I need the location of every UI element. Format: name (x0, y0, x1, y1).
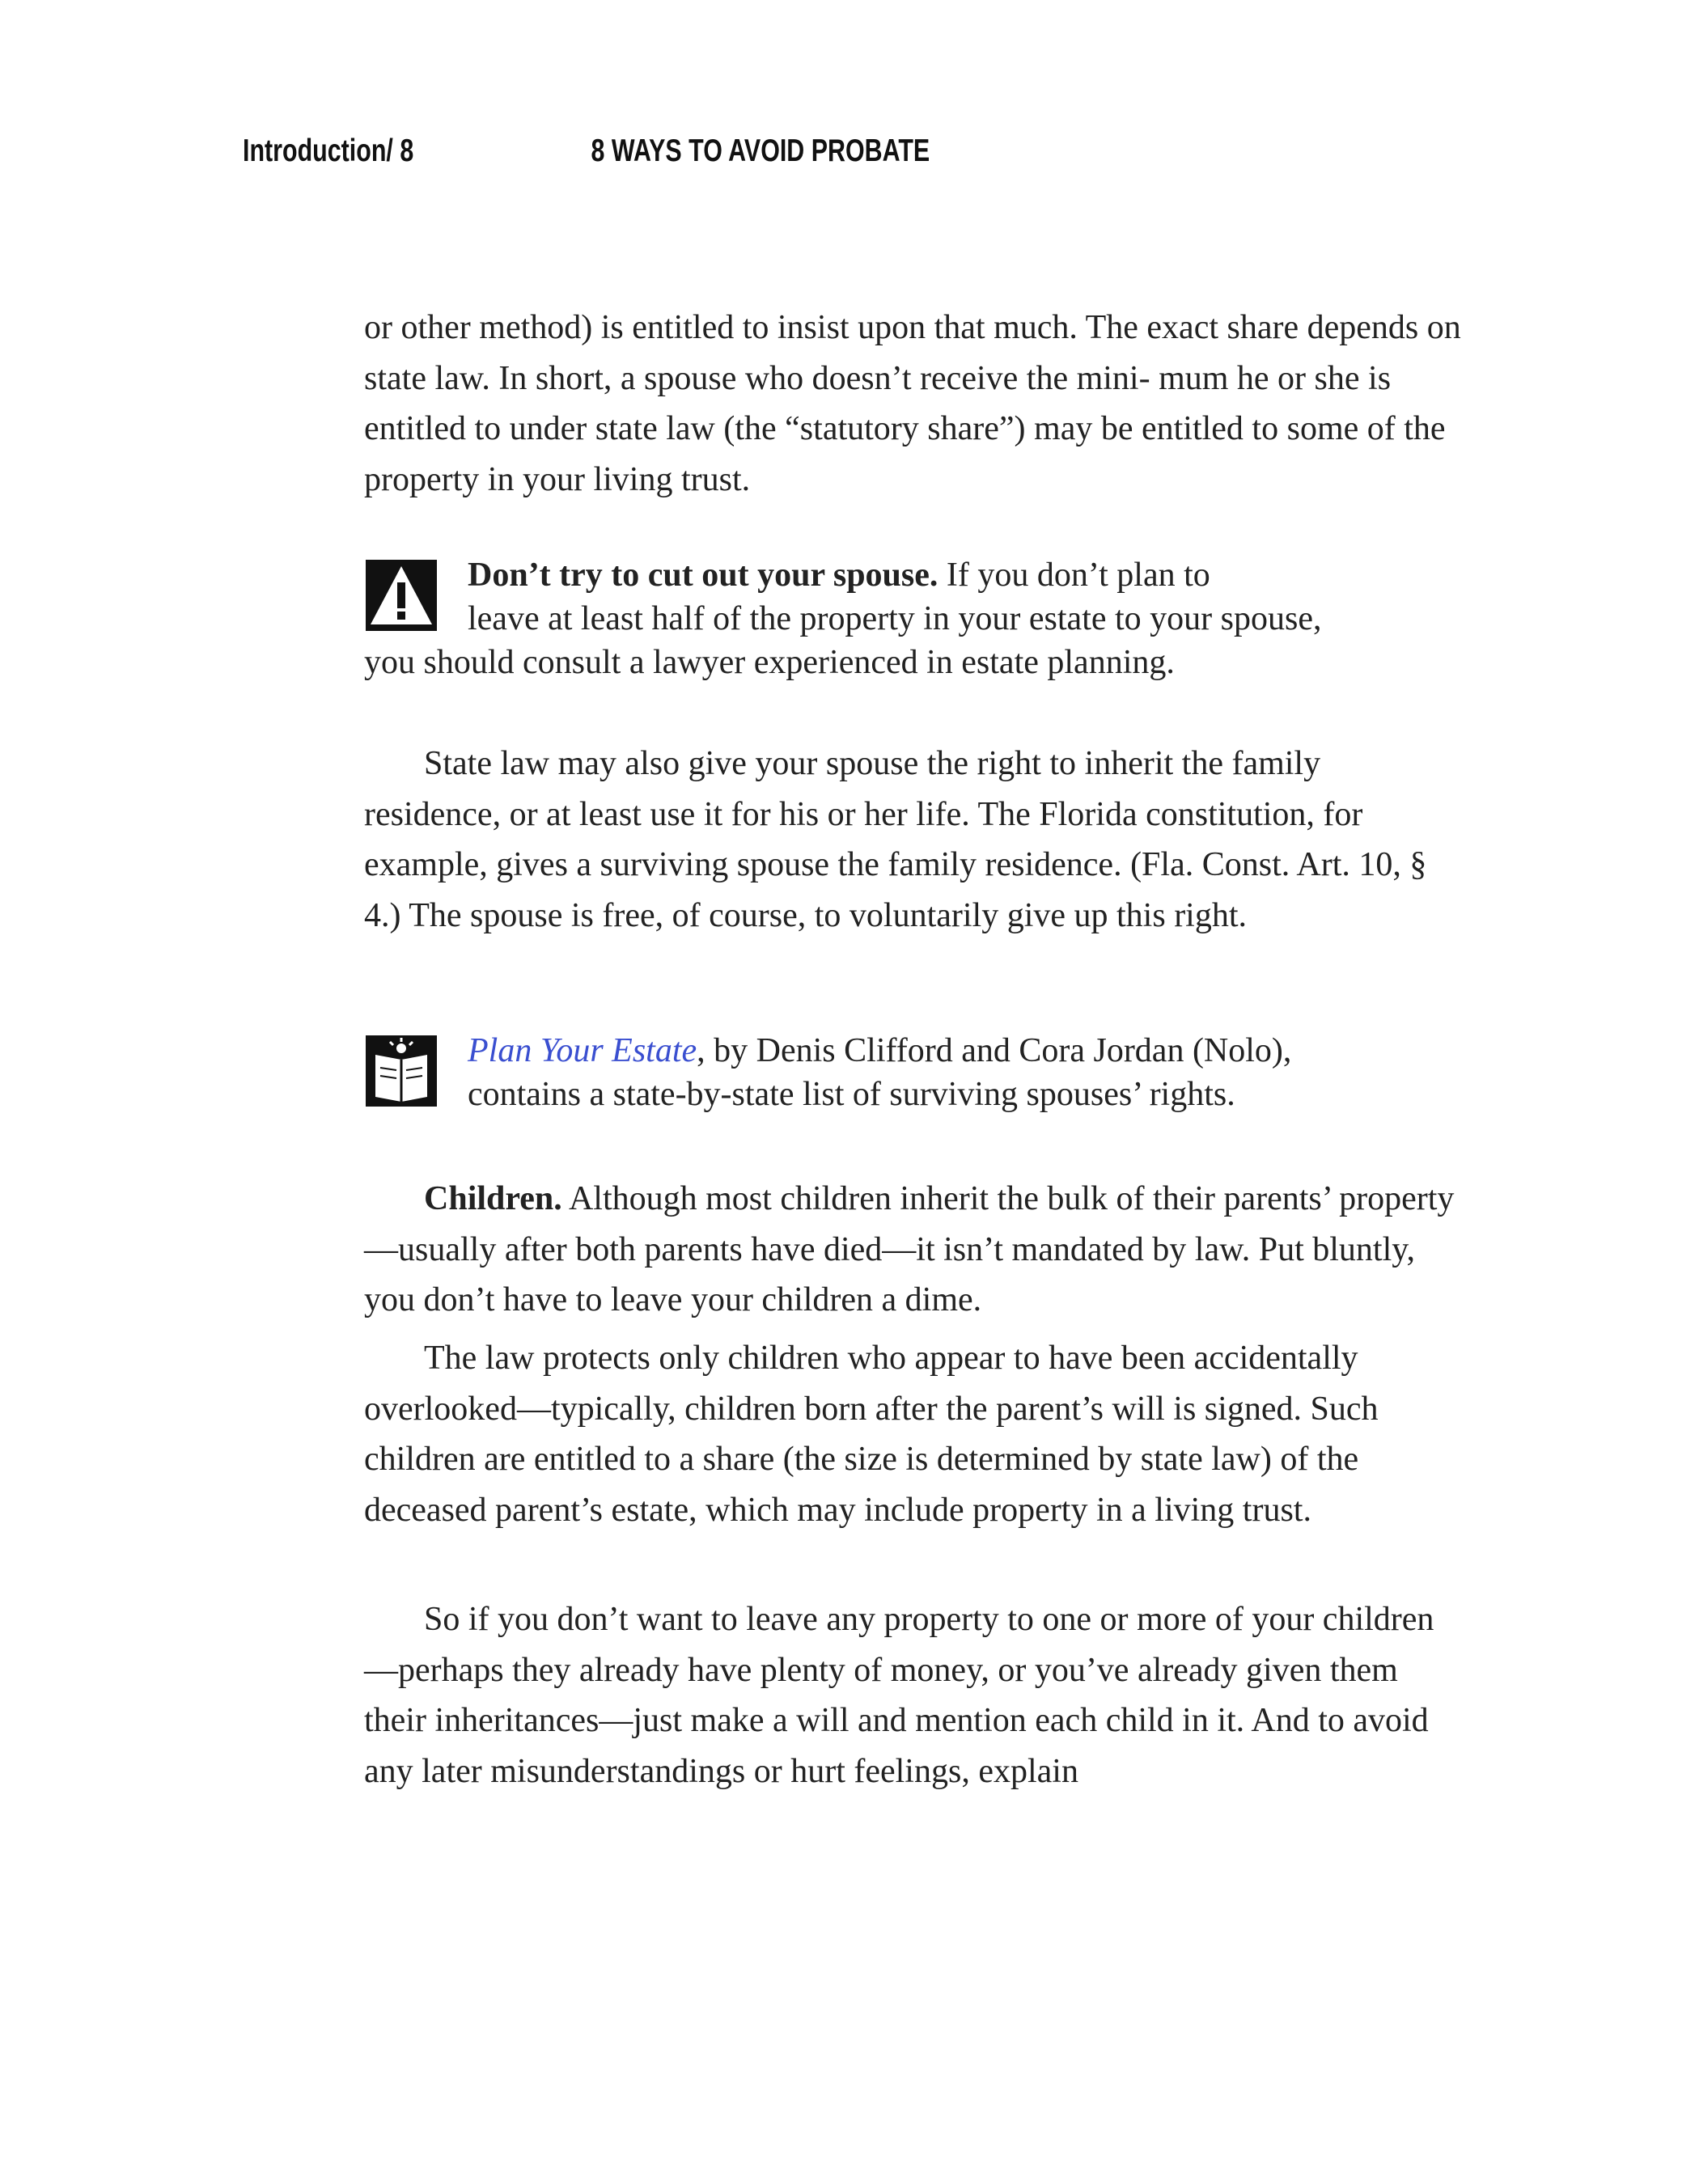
children-lead: Children. (424, 1180, 562, 1217)
paragraph-children (364, 1174, 1464, 1326)
paragraph-family-residence: State law may also give your spouse the right to inherit the family residence, or at least use it for his or her life. The Florida constitution, for example, gives a surviving spouse the family residence. (Fla. Const. Art. 10, § 4.) The spouse is free, of course, to voluntarily give up this right. (364, 745, 1427, 934)
warning-lead: Don’t try to cut out your spouse. (468, 557, 938, 594)
resource-line1: , by Denis Clifford and Cora Jordan (Nolo), (697, 1032, 1292, 1069)
resource-line2: contains a state-by-state list of surviving spouses’ rights. (468, 1076, 1235, 1113)
paragraph-spouse-share: or other method) is entitled to insist upon that much. The exact share depends on state law. In short, a spouse who doesn’t receive the mini- mum he or she is entitled to under state law (the “statutory share”) may be entitled to some of the property in your living trust. (364, 309, 1461, 498)
running-header (243, 133, 1189, 179)
paragraph-disinherit-children: So if you don’t want to leave any property to one or more of your children—perhaps they already have plenty of money, or you’ve already given them their inheritances—just make a will and mention each child in it. And to avoid any later misunderstandings or hurt feelings, explain (364, 1601, 1434, 1790)
book-title: 8 WAYS TO AVOID PROBATE (591, 133, 930, 168)
resource-callout (364, 1029, 1464, 1116)
page-label: Introduction/ 8 (243, 133, 414, 168)
children-text: Although most children inherit the bulk of their parents’ property—usually after both parents have died—it isn’t mandated by law. Put bluntly, you don’t have to leave your children a dime. (364, 1180, 1455, 1318)
warning-line1: If you don’t plan to (938, 557, 1210, 594)
warning-callout (364, 553, 1464, 684)
paragraph-overlooked-children: The law protects only children who appear to have been accidentally overlooked—typically, children born after the parent’s will is signed. Such children are entitled to a share (the size is determined by state law) of the deceased parent’s estate, which may include property in a living trust. (364, 1340, 1379, 1529)
plan-your-estate-link[interactable]: Plan Your Estate (468, 1032, 697, 1069)
warning-line3: you should consult a lawyer experienced in estate planning. (364, 644, 1175, 681)
warning-line2: leave at least half of the property in your estate to your spouse, (468, 600, 1322, 637)
warning-icon (366, 560, 437, 631)
book-icon (366, 1035, 437, 1107)
